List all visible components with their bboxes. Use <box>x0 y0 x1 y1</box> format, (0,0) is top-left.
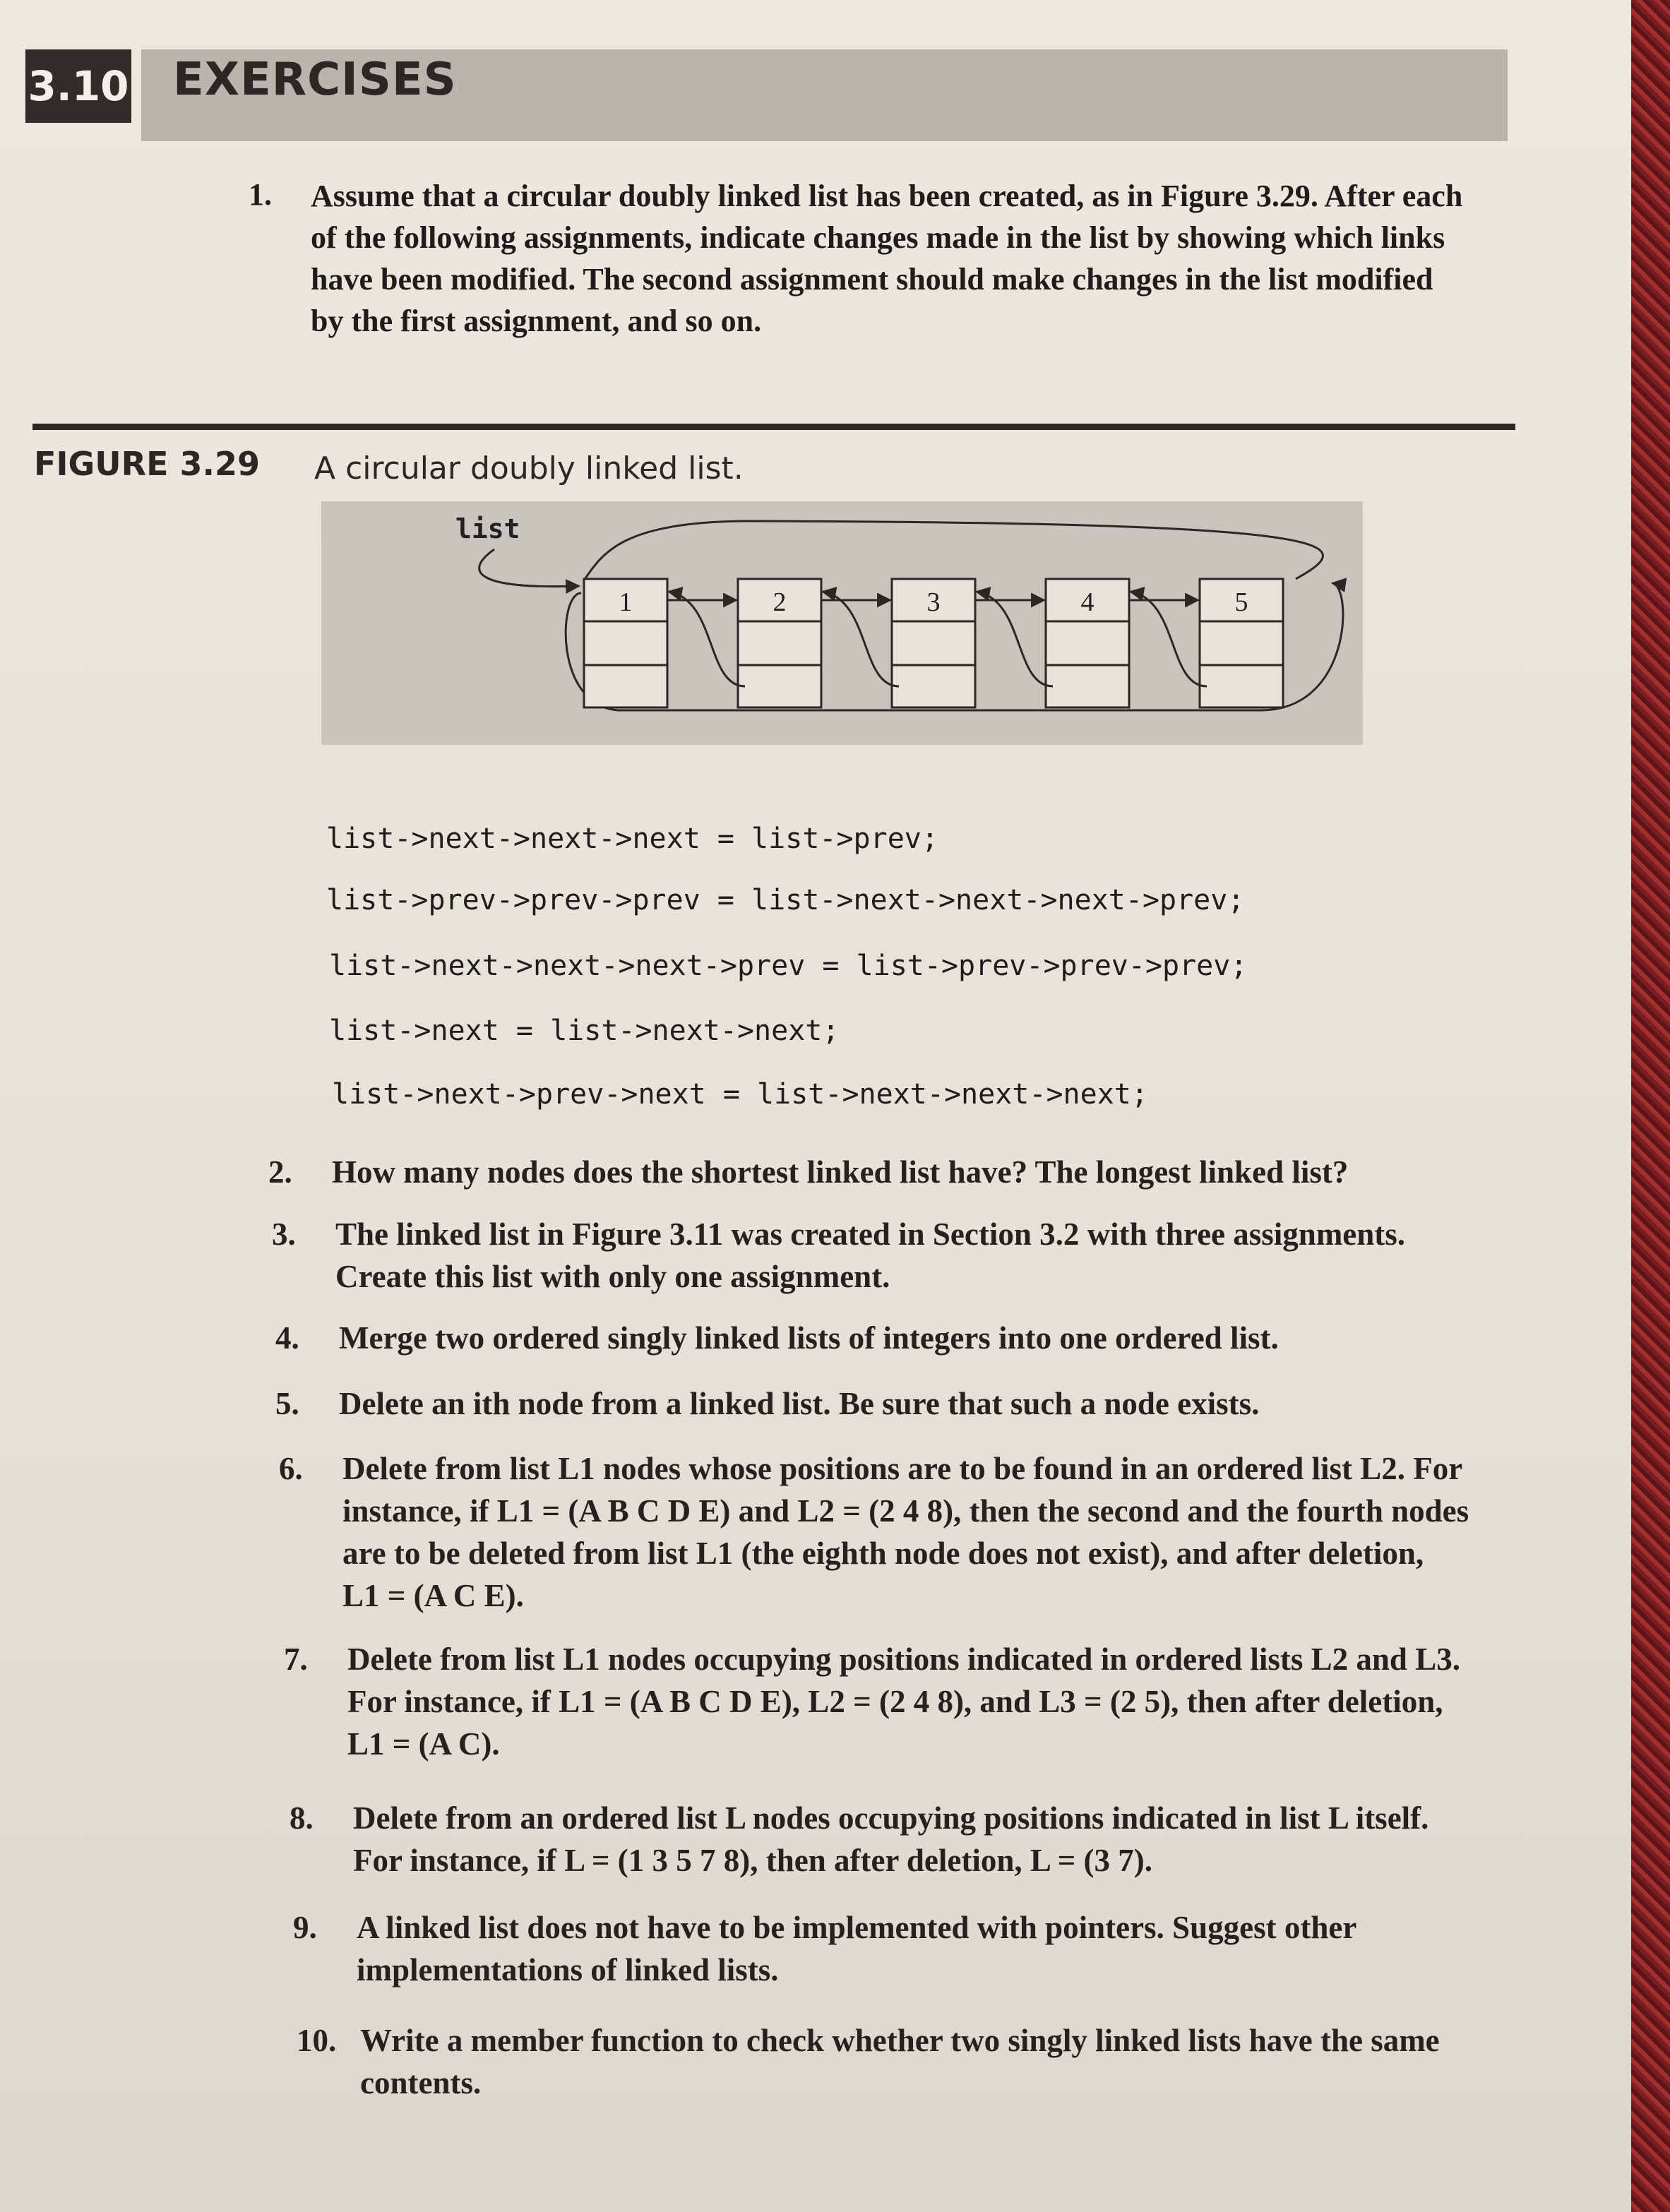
figure-rule <box>32 424 1515 430</box>
exercise-5-number: 5. <box>275 1386 299 1421</box>
exercise-3 <box>272 1213 1493 1298</box>
code-line-1: list->next->next->next = list->prev; <box>326 823 938 855</box>
exercise-2 <box>268 1151 1490 1193</box>
code-line-3: list->next->next->next->prev = list->prev->prev->prev; <box>329 950 1248 982</box>
exercise-7 <box>284 1638 1541 1765</box>
exercise-9 <box>293 1906 1550 1991</box>
exercise-8-line-1: Delete from an ordered list L nodes occupying positions indicated in list L itself. <box>353 1800 1429 1836</box>
exercise-8-number: 8. <box>290 1800 314 1836</box>
exercise-7-line-3: L1 = (A C). <box>347 1726 500 1762</box>
exercise-10-line-1: Write a member function to check whether two singly linked lists have the same <box>360 2023 1440 2058</box>
list-node-3 <box>892 579 975 707</box>
exercise-2-number: 2. <box>268 1154 292 1190</box>
exercise-6 <box>279 1447 1536 1617</box>
figure-label: FIGURE 3.29 <box>34 445 261 483</box>
exercise-6-line-2: instance, if L1 = (A B C D E) and L2 = (2 4 8), then the second and the fourth nodes <box>342 1493 1469 1529</box>
list-node-1 <box>584 579 667 707</box>
section-title: EXERCISES <box>173 54 457 106</box>
linked-list-diagram <box>321 501 1363 745</box>
exercise-1-number: 1. <box>249 177 272 212</box>
exercise-7-line-2: For instance, if L1 = (A B C D E), L2 = (2 4 8), and L3 = (2 5), then after deletion, <box>347 1684 1443 1719</box>
circular-next-link <box>584 521 1323 580</box>
exercise-6-number: 6. <box>279 1451 303 1486</box>
exercise-5 <box>275 1382 1497 1425</box>
exercise-2-line-1: How many nodes does the shortest linked list have? The longest linked list? <box>332 1154 1349 1190</box>
list-pointer-label: list <box>455 513 520 544</box>
prev-link-4-3 <box>977 592 1053 686</box>
section-number: 3.10 <box>25 49 131 123</box>
list-head-arrow <box>479 549 579 587</box>
exercise-3-line-2: Create this list with only one assignment. <box>335 1259 890 1294</box>
list-node-4 <box>1046 579 1129 707</box>
prev-link-3-2 <box>823 592 899 686</box>
exercise-6-line-1: Delete from list L1 nodes whose positions are to be found in an ordered list L2. For <box>342 1451 1463 1486</box>
exercise-10-number: 10. <box>297 2023 337 2058</box>
exercise-9-line-2: implementations of linked lists. <box>357 1952 779 1987</box>
exercise-10 <box>297 2019 1553 2104</box>
code-line-4: list->next = list->next->next; <box>329 1015 840 1047</box>
exercise-6-line-4: L1 = (A C E). <box>342 1578 524 1613</box>
code-line-2: list->prev->prev->prev = list->next->next->next->prev; <box>326 884 1245 916</box>
page-edge <box>1631 0 1670 2212</box>
list-node-5 <box>1200 579 1283 707</box>
node-5-value: 5 <box>1234 587 1248 617</box>
exercise-3-line-1: The linked list in Figure 3.11 was created in Section 3.2 with three assignments. <box>335 1216 1406 1252</box>
exercise-1-text: Assume that a circular doubly linked list has been created, as in Figure 3.29. After each of the following assignments, indicate changes made in the list by showing which links have been modified. The second assignment should make changes in the list modified by the first assignment, and so on. <box>311 179 1463 338</box>
exercise-4-number: 4. <box>275 1320 299 1356</box>
exercise-9-line-1: A linked list does not have to be implemented with pointers. Suggest other <box>357 1910 1357 1945</box>
exercise-9-number: 9. <box>293 1910 317 1945</box>
node-2-value: 2 <box>773 587 787 617</box>
exercise-3-number: 3. <box>272 1216 296 1252</box>
exercise-4 <box>275 1317 1497 1359</box>
exercise-6-line-3: are to be deleted from list L1 (the eighth node does not exist), and after deletion, <box>342 1536 1424 1571</box>
exercise-7-line-1: Delete from list L1 nodes occupying positions indicated in ordered lists L2 and L3. <box>347 1642 1460 1677</box>
exercise-4-line-1: Merge two ordered singly linked lists of integers into one ordered list. <box>339 1320 1279 1356</box>
list-node-2 <box>738 579 821 707</box>
figure-caption: A circular doubly linked list. <box>314 450 744 486</box>
exercise-8 <box>290 1797 1546 1882</box>
exercise-7-number: 7. <box>284 1642 308 1677</box>
prev-link-2-1 <box>669 592 745 686</box>
exercise-8-line-2: For instance, if L = (1 3 5 7 8), then after deletion, L = (3 7). <box>353 1843 1153 1878</box>
node-4-value: 4 <box>1080 587 1095 617</box>
exercise-10-line-2: contents. <box>360 2065 482 2100</box>
exercise-5-line-1: Delete an ith node from a linked list. Be sure that such a node exists. <box>339 1386 1260 1421</box>
node-3-value: 3 <box>926 587 941 617</box>
node-1-value: 1 <box>619 587 633 617</box>
code-line-5: list->next->prev->next = list->next->next->next; <box>332 1078 1148 1111</box>
prev-link-5-4 <box>1131 592 1207 686</box>
